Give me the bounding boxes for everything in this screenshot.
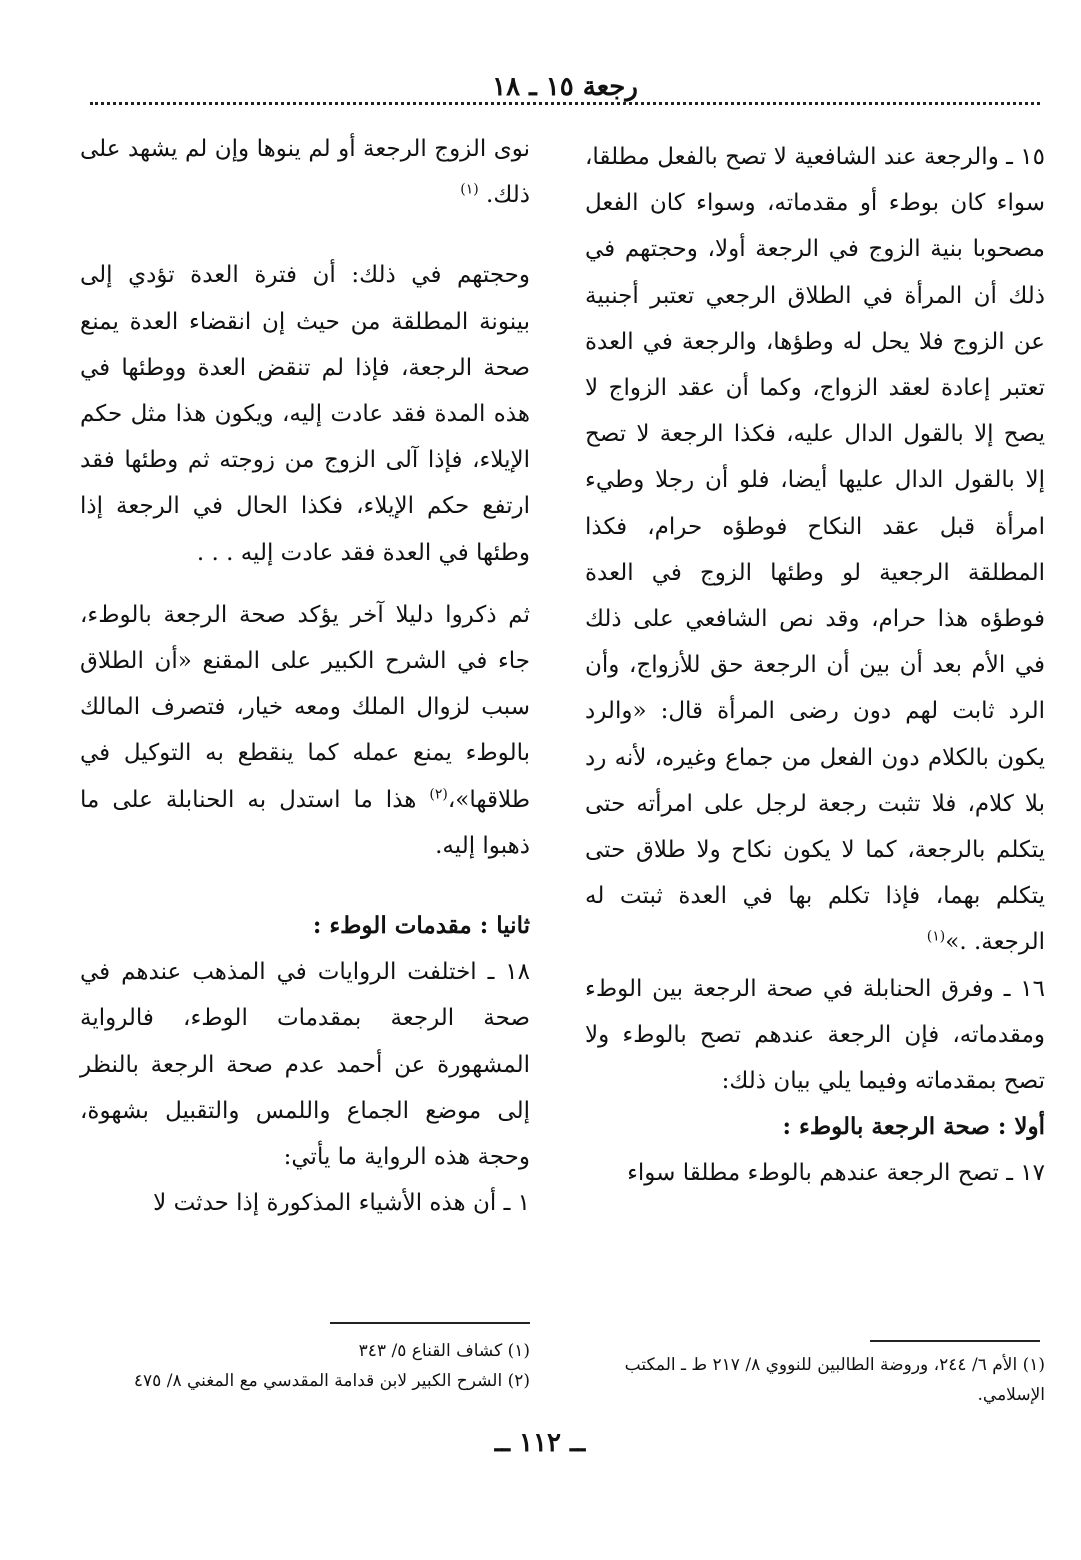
- footnote-marker: (٢): [429, 785, 448, 802]
- paragraph-15-text: ١٥ ـ والرجعة عند الشافعية لا تصح بالفعل مطلقا، سواء كان بوطء أو مقدماته، وسواء كان الفعل مصحوبا بنية الزوج في الرجعة أولا، وحجتهم في ذلك أن المرأة في الطلاق الرجعي تعتبر أجنبية عن الزوج فلا يحل له وطؤها، والرجعة في العدة تعتبر إعادة لعقد الزواج، وكما أن عقد الزواج لا يصح إلا بالقول الدال عليه، فكذا الرجعة لا تصح إلا بالقول الدال عليها أيضا، فلو أن رجلا وطيء امرأة قبل عقد النكاح فوطؤه حرام، فكذا المطلقة الرجعية لو وطئها الزوج في العدة فوطؤه هذا حرام، وقد نص الشافعي على ذلك في الأم بعد أن بين أن الرجعة حق للأزواج، وأن الرد ثابت لهم دون رضى المرأة قال: «والرد يكون بالكلام دون الفعل من جماع وغيره، لأنه رد بلا كلام، فلا تثبت رجعة لرجل على امرأته حتى يتكلم بالرجعة، كما لا يكون نكاح ولا طلاق حتى يتكلم بهما، فإذا تكلم بها في العدة ثبتت له الرجعة. .»: [585, 144, 1045, 956]
- paragraph-17: ١٧ ـ تصح الرجعة عندهم بالوطء مطلقا سواء: [627, 1160, 1045, 1187]
- footnote-rule-left: [330, 1322, 530, 1324]
- paragraph-evidence: [80, 592, 530, 869]
- left-column: [80, 126, 530, 1226]
- spacer: [80, 576, 530, 592]
- page-number: ــ ١١٢ ــ: [494, 1428, 586, 1458]
- footnotes-left: [80, 1336, 530, 1396]
- paragraph-18-item-1: ١ ـ أن هذه الأشياء المذكورة إذا حدثت لا: [153, 1190, 530, 1217]
- footnotes-right: [585, 1350, 1045, 1410]
- paragraph-18: ١٨ ـ اختلفت الروايات في المذهب عندهم في صحة الرجعة بمقدمات الوطء، فالرواية المشهورة عن أحمد عدم صحة الرجعة بالنظر إلى موضع الجماع واللمس والتقبيل بشهوة، وحجة هذه الرواية ما يأتي:: [80, 959, 530, 1171]
- footnote-marker: (١): [926, 928, 946, 945]
- paragraph-15: [585, 134, 1045, 966]
- paragraph-argument: وحجتهم في ذلك: أن فترة العدة تؤدي إلى بينونة المطلقة من حيث إن انقضاء العدة يمنع صحة الرجعة، فإذا لم تنقض العدة ووطئها في هذه المدة فقد عادت إليه، ويكون هذا مثل حكم الإيلاء، فإذا آلى الزوج من زوجته ثم وطئها فقد ارتفع حكم الإيلاء، فكذا الحال في الرجعة إذا وطئها في العدة فقد عادت إليه . . .: [80, 262, 530, 566]
- evidence-conclusion: هذا ما استدل به الحنابلة على ما ذهبوا إليه.: [80, 786, 530, 859]
- heading-second: ثانيا : مقدمات الوطء :: [312, 912, 530, 940]
- paragraph-16: ١٦ ـ وفرق الحنابلة في صحة الرجعة بين الوطء ومقدماته، فإن الرجعة عندهم تصح بالوطء ولا تصح بمقدماته وفيما يلي بيان ذلك:: [585, 975, 1045, 1095]
- spacer: [80, 218, 530, 252]
- spacer: [80, 869, 530, 903]
- footnote-marker: (١): [460, 181, 479, 198]
- running-header: رجعة ١٥ ـ ١٨: [492, 72, 638, 102]
- footnote-rule-right: [870, 1340, 1040, 1342]
- footnote: (٢) الشرح الكبير لابن قدامة المقدسي مع المغني ٨/ ٤٧٥: [133, 1371, 530, 1391]
- evidence-text: ثم ذكروا دليلا آخر يؤكد صحة الرجعة بالوطء، جاء في الشرح الكبير على المقنع «أن الطلاق سبب لزوال الملك ومعه خيار، فتصرف المالك بالوطء يمنع عمله كما ينقطع به التوكيل في طلاقها»،: [80, 601, 531, 813]
- header-dotted-rule: [90, 102, 1040, 105]
- continuation-text: نوى الزوج الرجعة أو لم ينوها وإن لم يشهد على ذلك.: [80, 136, 530, 209]
- paragraph-continuation: [80, 126, 530, 218]
- footnote: (١) كشاف القناع ٥/ ٣٤٣: [358, 1341, 530, 1361]
- footnote: (١) الأم ٦/ ٢٤٤، وروضة الطالبين للنووي ٨/ ٢١٧ ط ـ المكتب الإسلامي.: [624, 1355, 1045, 1405]
- heading-first: أولا : صحة الرجعة بالوطء :: [782, 1113, 1045, 1141]
- right-column: [585, 134, 1045, 1197]
